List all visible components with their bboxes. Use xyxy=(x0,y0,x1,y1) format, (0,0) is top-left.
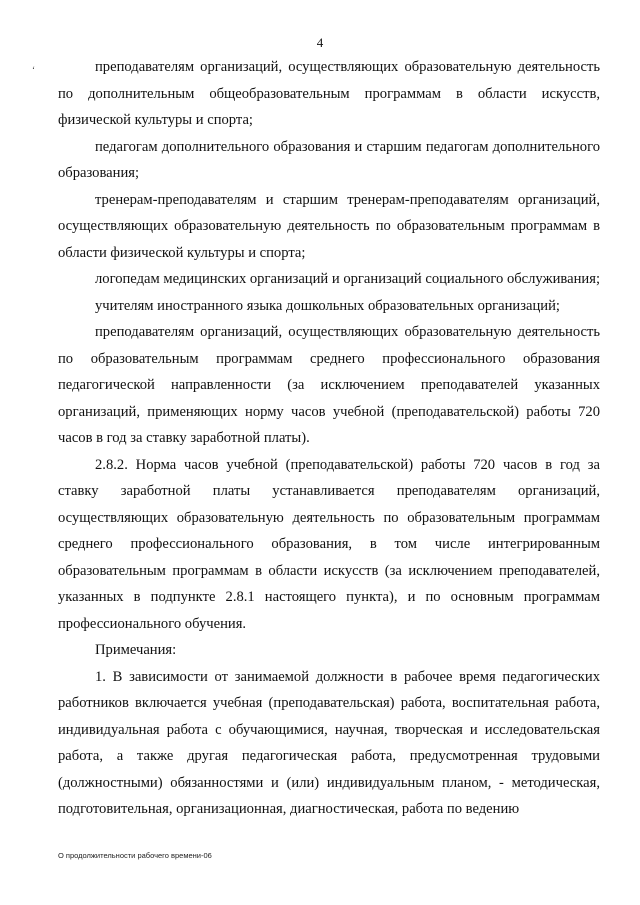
footer-doc-name: О продолжительности рабочего времени-06 xyxy=(58,851,212,860)
note-1: 1. В зависимости от занимаемой должности в рабочее время педагогических работников включается учебная (преподавательская) работа, воспитательная работа, индивидуальная работа с обучающимися, научная, творческая и исследовательская работа, а также другая педагогическая работа, предусмотренная трудовыми (должностными) обязанностями и (или) индивидуальным планом, - методическая, подготовительная, организационная, диагностическая, работа по ведению xyxy=(58,668,600,817)
paragraph-coaches: тренерам-преподавателям и старшим тренерам-преподавателям организаций, осуществляющих образовательную деятельность по образовательным программам в области физической культуры и спорта; xyxy=(58,191,600,261)
paragraph-clause-2-8-2: 2.8.2. Норма часов учебной (преподавательской) работы 720 часов в год за ставку заработной платы устанавливается преподавателям организаций, осуществляющих образовательную деятельность по образовательным программам среднего профессионального образования, в том числе интегрированным образовательным программам в области искусств (за исключением преподавателей, указанных в подпункте 2.8.1 настоящего пункта), и по основным программам профессионального обучения. xyxy=(58,456,600,632)
paragraph-foreign-language-teachers: учителям иностранного языка дошкольных образовательных организаций; xyxy=(95,297,560,314)
notes-heading: Примечания: xyxy=(95,642,177,658)
document-body xyxy=(58,54,600,823)
margin-mark: ‘ xyxy=(32,65,35,75)
paragraph-teachers-additional-programs: преподавателям организаций, осуществляющих образовательную деятельность по дополнительным общеобразовательным программам в области искусств, физической культуры и спорта; xyxy=(58,59,600,128)
paragraph-speech-therapists: логопедам медицинских организаций и организаций социального обслуживания; xyxy=(95,271,600,287)
paragraph-vocational-teachers: преподавателям организаций, осуществляющих образовательную деятельность по образовательным программам среднего профессионального образования педагогической направленности (за исключением преподавателей указанных организаций, применяющих норму часов учебной (преподавательской) работы 720 часов в год за ставку заработной платы). xyxy=(58,324,600,446)
paragraph-additional-education-teachers: педагогам дополнительного образования и старшим педагогам дополнительного образования; xyxy=(58,138,600,181)
page-number: 4 xyxy=(316,35,324,50)
